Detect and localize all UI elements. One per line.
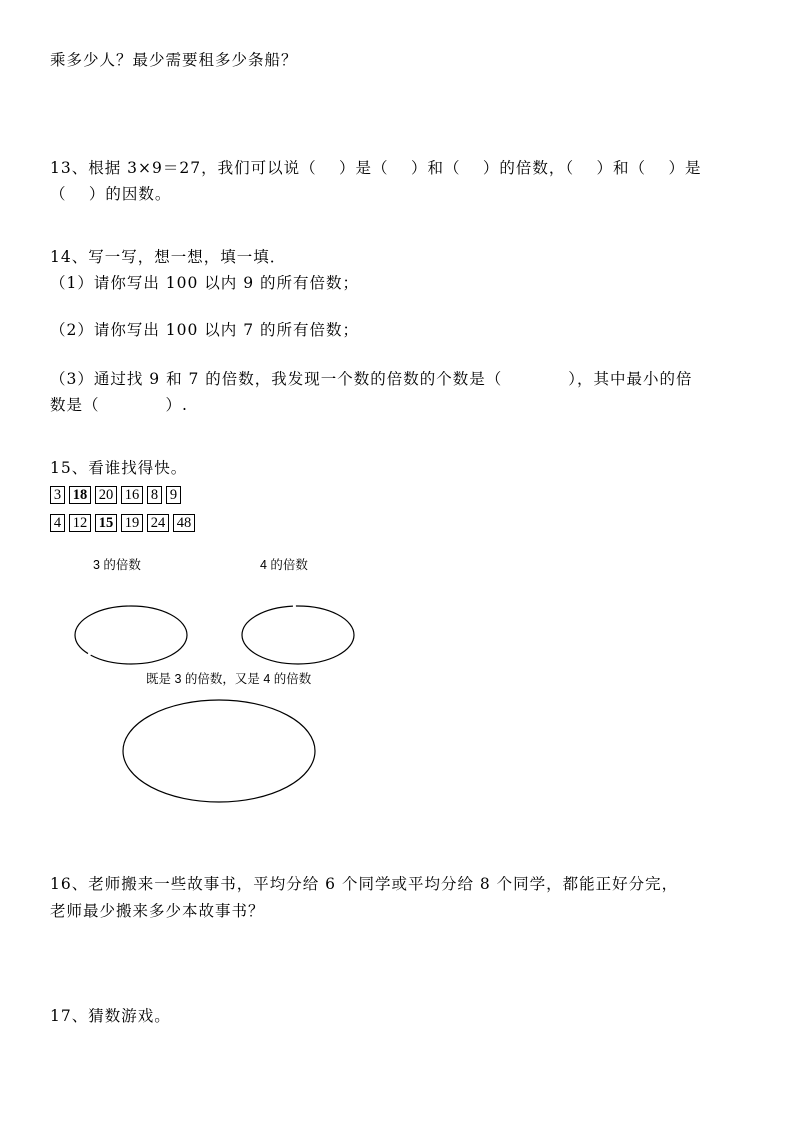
question-13-line-1: 13、根据 3×9＝27，我们可以说（ ）是（ ）和（ ）的倍数，（ ）和（ ）是 <box>50 159 702 177</box>
multiples-of-4-ellipse <box>242 606 354 664</box>
multiples-of-3-ellipse <box>75 606 187 664</box>
question-16-line-1: 16、老师搬来一些故事书，平均分给 6 个同学或平均分给 8 个同学，都能正好分完， <box>50 875 679 893</box>
question-12-continuation: 乘多少人？最少需要租多少条船？ <box>50 51 298 69</box>
common-multiples-label: 既是 3 的倍数，又是 4 的倍数 <box>146 672 312 686</box>
number-box: 18 <box>69 486 91 504</box>
question-16-line-2: 老师最少搬来多少本故事书？ <box>50 902 265 920</box>
question-14-part-2: （2）请你写出 100 以内 7 的所有倍数； <box>50 321 360 339</box>
number-box: 20 <box>95 486 117 504</box>
question-14-part-1: （1）请你写出 100 以内 9 的所有倍数； <box>50 274 360 292</box>
number-box: 8 <box>147 486 162 504</box>
multiples-of-3-label: 3 的倍数 <box>93 558 141 572</box>
number-box: 9 <box>166 486 181 504</box>
number-box: 19 <box>121 514 143 532</box>
number-box: 48 <box>173 514 195 532</box>
number-box: 16 <box>121 486 143 504</box>
question-15-title: 15、看谁找得快。 <box>50 459 188 477</box>
question-13-line-2: （ ）的因数。 <box>50 185 172 203</box>
multiples-of-4-label: 4 的倍数 <box>260 558 308 572</box>
number-box: 4 <box>50 514 65 532</box>
number-box: 3 <box>50 486 65 504</box>
question-17-title: 17、猜数游戏。 <box>50 1007 171 1025</box>
question-14-title: 14、写一写，想一想，填一填． <box>50 248 287 266</box>
question-14-part-3-line-1: （3）通过找 9 和 7 的倍数，我发现一个数的倍数的个数是（ ），其中最小的倍 <box>50 370 693 388</box>
number-box: 12 <box>69 514 91 532</box>
common-multiples-ellipse <box>123 700 315 802</box>
number-box: 15 <box>95 514 117 532</box>
question-14-part-3-line-2: 数是（ ）. <box>50 396 188 414</box>
number-box: 24 <box>147 514 169 532</box>
